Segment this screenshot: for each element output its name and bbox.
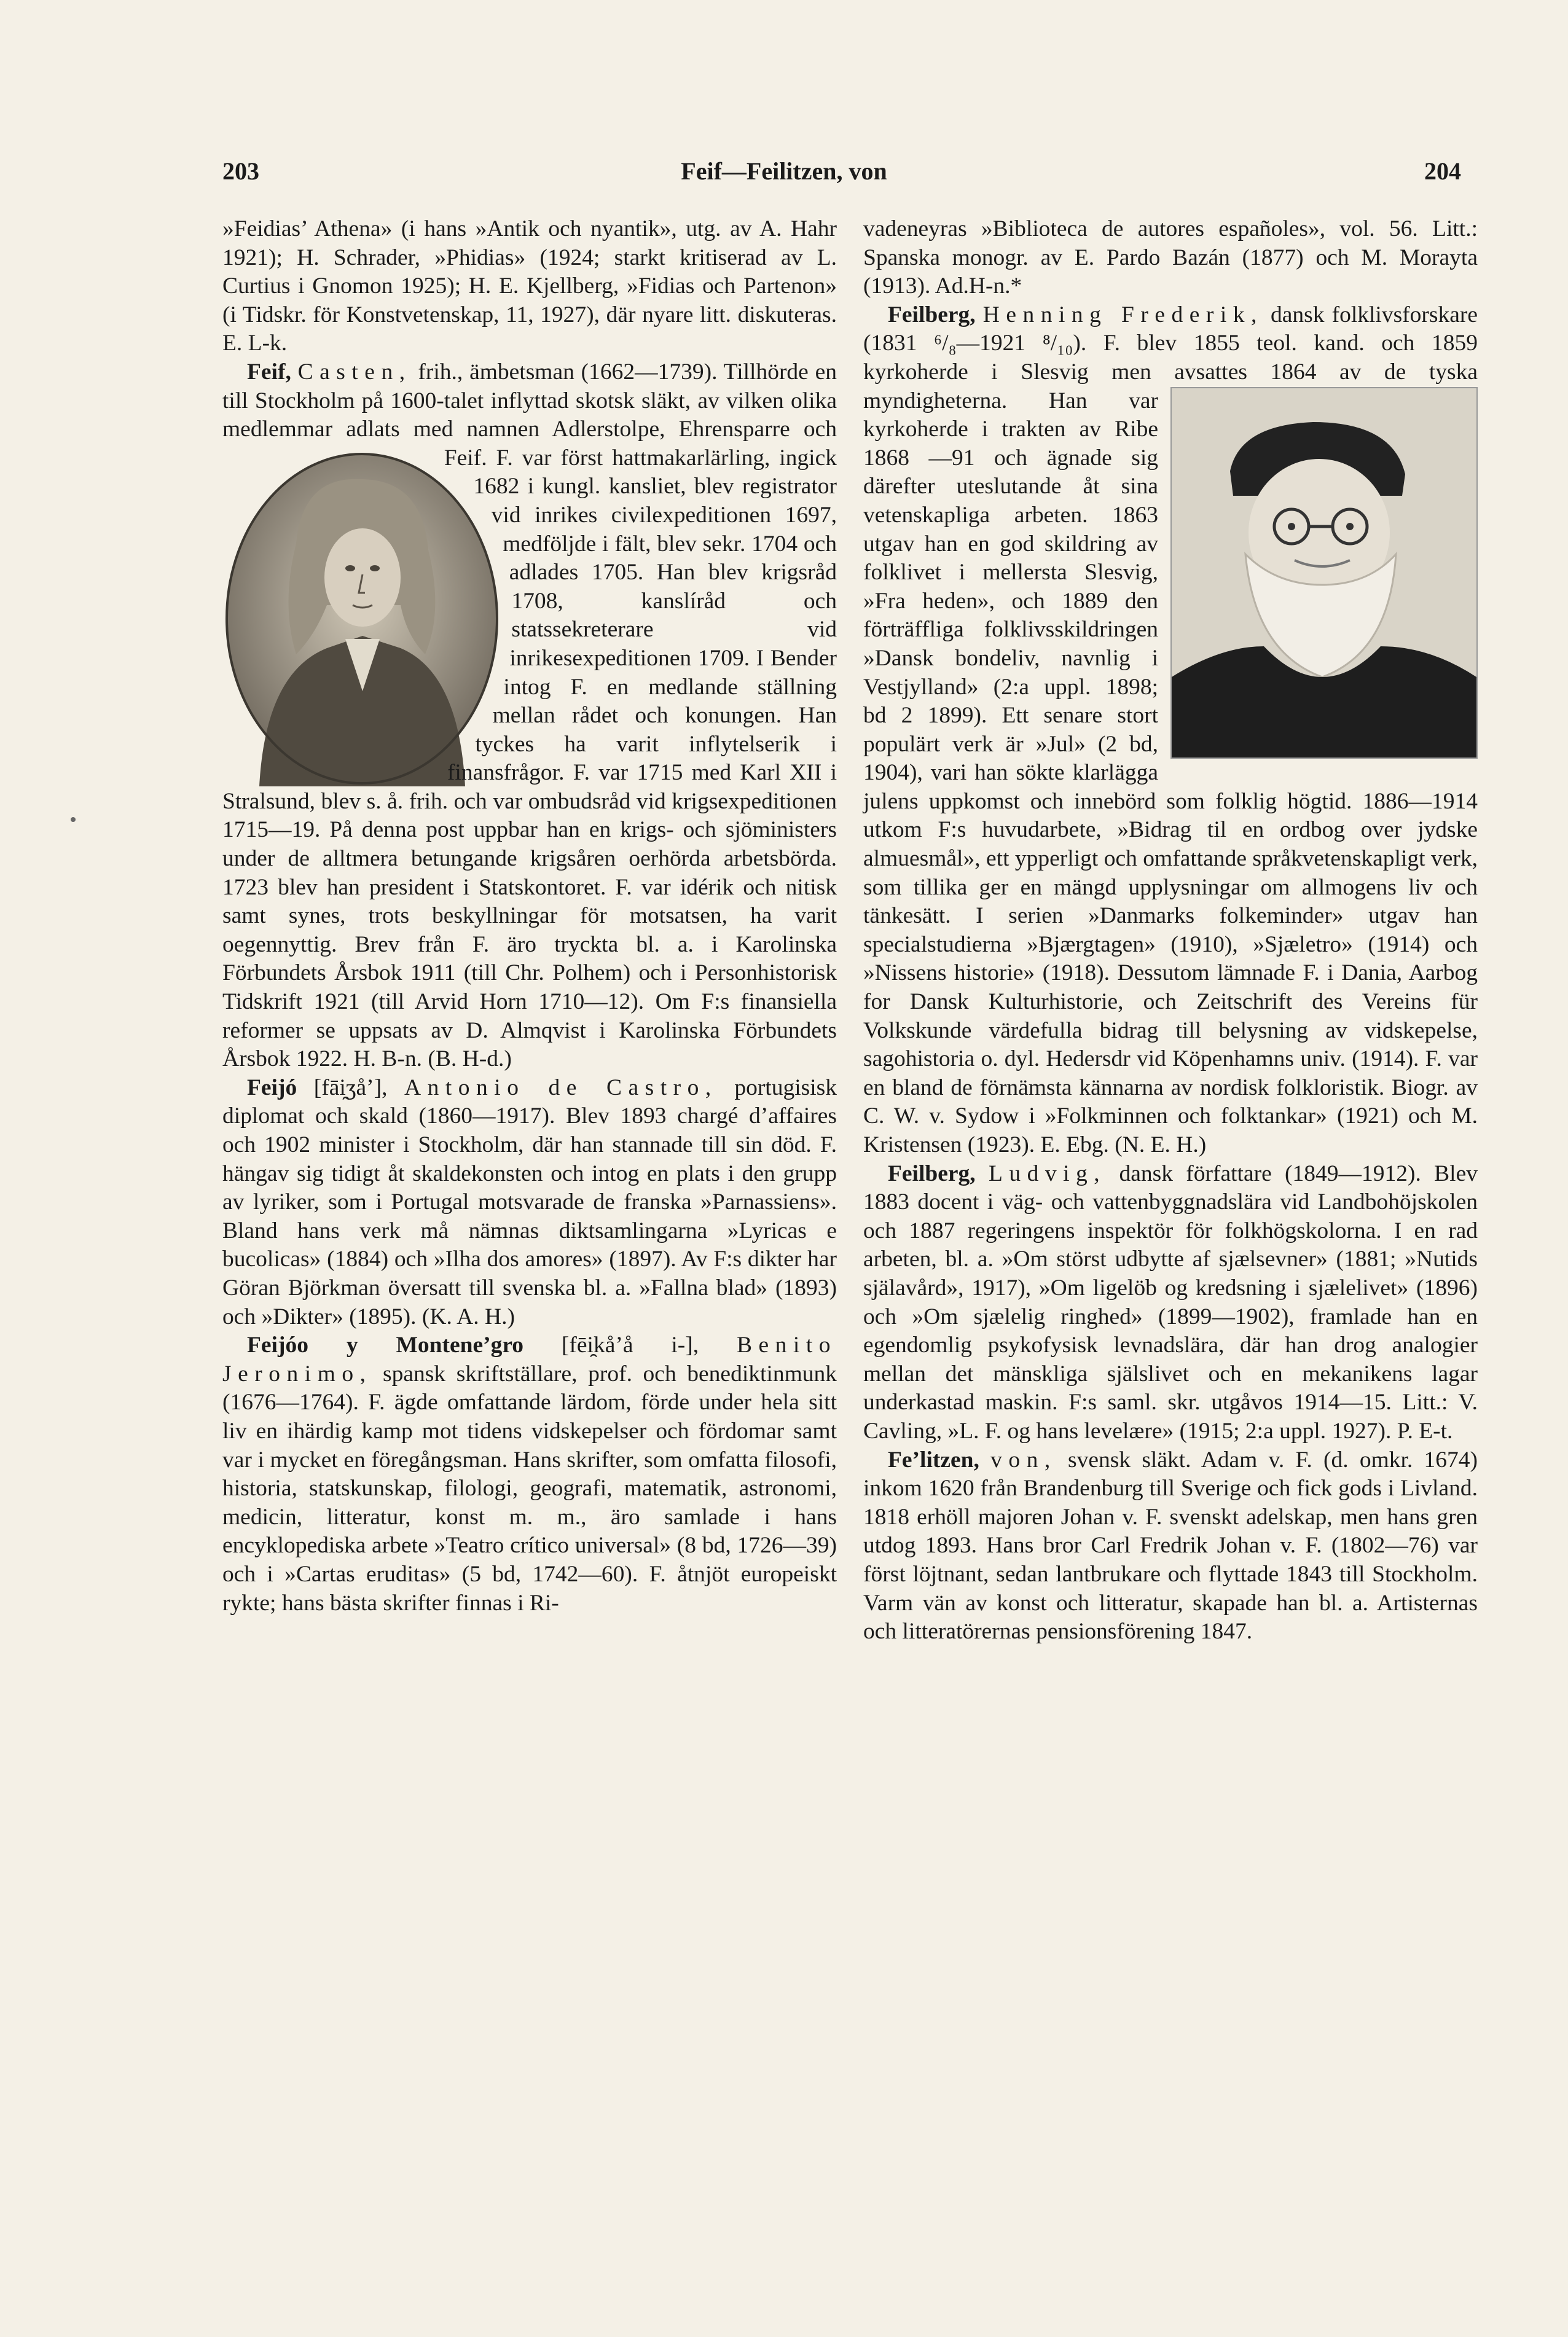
entry-pronunciation: [fēi̯kå’å i-], bbox=[561, 1333, 699, 1358]
entry-name: von, bbox=[990, 1447, 1057, 1473]
entry-pronunciation: [fāi̯ʒå’], bbox=[313, 1075, 388, 1100]
entry-text: portugisisk diplomat och skald (1860—1917). Blev 1893 chargé d’affaires och 1902 minister i Stockholm, där han stannade till sin död. F. hängav sig tidigt åt skaldekonsten och intog en plats i den grupp av lyriker, som i Portugal motsvarade de franska »Parnassiens». Bland hans verk må nämnas diktsamlingarna »Lyricas e bucolicas» (1884) och »Ilha dos amores» (1897). Av F:s dikter har Göran Björkman översatt till svenska bl. a. »Fallna blad» (1893) och »Dikter» (1895). (K. A. H.) bbox=[222, 1075, 837, 1329]
right-column bbox=[863, 215, 1478, 1646]
entry-text: »Feidias’ Athena» (i hans »Antik och nyantik», utg. av A. Hahr 1921); H. Schrader, »Phidias» (1924; starkt kritiserad av L. Curtius i Gnomon 1925); H. E. Kjellberg, »Fidias och Partenon» (i Tidskr. för Konstvetenskap, 11, 1927), där nyare litt. diskuteras. E. L-k. bbox=[222, 216, 837, 356]
entry-feilberg-henning bbox=[863, 301, 1478, 1160]
print-speck bbox=[71, 817, 76, 822]
entry-feilberg-ludvig bbox=[863, 1160, 1478, 1446]
page-number-right: 204 bbox=[1424, 157, 1461, 185]
entry-headword: Fe’litzen, bbox=[888, 1447, 979, 1473]
entry-headword: Feijóo y Montene’gro bbox=[247, 1333, 524, 1358]
entry-feidias-tail bbox=[222, 215, 837, 358]
entry-name: Henning Frederik, bbox=[982, 302, 1263, 327]
entry-text: spansk skriftställare, prof. och benediktinmunk (1676—1764). F. ägde omfattande lärdom, förde under hela sitt liv en ihärdig kamp mot tidens vidskepelser och fördomar samt var i mycket en föregångsman. Hans skrifter, som omfatta filosofi, historia, statskunskap, filologi, geografi, matematik, astronomi, medicin, litteratur, konst m. m., äro samlade i hans encyklopediska arbete »Teatro crítico universal» (8 bd, 1726—39) och i »Cartas eruditas» (5 bd, 1742—60). F. åtnjöt europeiskt rykte; hans bästa skrifter finnas i Ri- bbox=[222, 1361, 837, 1616]
entry-text: vadeneyras »Biblioteca de autores españoles», vol. 56. Litt.: Spanska monogr. av E. Pardo Bazán (1877) och M. Morayta (1913). Ad.H-n.* bbox=[863, 216, 1478, 299]
entry-text: svensk släkt. Adam v. F. (d. omkr. 1674) inkom 1620 från Brandenburg till Sverige och fick gods i Livland. 1818 erhöll majoren Johan v. F. svenskt adelskap, men hans gren utdog 1893. Hans bror Carl Fredrik Johan v. F. (1802—76) var först löjtnant, sedan lantbrukare och flyttade 1843 till Stockholm. Varm vän av konst och litteratur, skapade han bl. a. Artisternas och litteratörernas pensionsförening 1847. bbox=[863, 1447, 1478, 1645]
entry-headword: Feilberg, bbox=[888, 1161, 976, 1186]
entry-text: Ehrensparre och Feif. F. var först hattmakarlärling, ingick 1682 i kungl. kansliet, blev registrator vid inrikes civilexpeditionen 1697, medföljde i fält, blev sekr. 1704 och adlades 1705. Han blev krigsråd 1708, kanslíråd och statssekreterare vid inrikesexpeditionen 1709. I Bender intog F. en medlande ställning mellan rådet och konungen. Han tyckes ha varit inflytelserik i finansfrågor. F. var 1715 med Karl XII i Stralsund, blev s. å. frih. och var ombudsråd vid krigsexpeditionen 1715—19. På denna post uppbar han en krigs- och sjöministers under de alltmera betungande krigsåren oerhörda arbetsbörda. 1723 blev han president i Statskontoret. F. var idérik och nitisk samt synes, trots beskyllningar för motsatsen, ha varit oegennyttig. Brev från F. äro tryckta bl. a. i Karolinska Förbundets Årsbok 1911 (till Chr. Polhem) och i Personhistorisk Tidskrift 1921 (till Arvid Horn 1710—12). Om F:s finansiella reformer se uppsats av D. Almqvist i Karolinska Förbundets Årsbok 1922. H. B-n. (B. H-d.) bbox=[222, 417, 837, 1072]
entry-name: Casten, bbox=[297, 359, 412, 385]
portrait-feilberg bbox=[1170, 387, 1478, 759]
entry-name: Ludvig, bbox=[988, 1161, 1107, 1186]
entry-headword: Feijó bbox=[247, 1075, 297, 1100]
portrait-feif bbox=[222, 452, 502, 786]
entry-name: Antonio de Castro, bbox=[404, 1075, 718, 1100]
entry-feilitzen bbox=[863, 1446, 1478, 1646]
entry-headword: Feilberg, bbox=[888, 302, 976, 327]
entry-text: dansk folklivsforskare (1831 ⁶/₈—1921 ⁸/₁₀). F. blev 1855 teol. kand. och 1859 kyrkoherde i Slesvig men avsattes 1864 av de tyska myndigheterna. bbox=[863, 302, 1478, 413]
running-title: Feif—Feilitzen, von bbox=[681, 157, 887, 185]
entry-name: Benito Jeronimo, bbox=[222, 1333, 837, 1387]
page-number-left: 203 bbox=[222, 157, 259, 185]
entry-text: Han var kyrkoherde i trakten av Ribe 1868 —91 och ägnade sig därefter uteslutande åt sina vetenskapliga arbeten. 1863 utgav han en god skildring av folklivet i mellersta Slesvig, »Fra heden», och 1889 den förträffliga folklivsskildringen »Dansk bondeliv, navnlig i Vestjylland» (2:a uppl. 1898; bd 2 1899). Ett senare stort populärt verk är »Jul» (2 bd, 1904), vari han sökte klarlägga julens uppkomst och innebörd som folklig högtid. 1886—1914 utkom F:s huvudarbete, »Bidrag til en ordbog over jydske almuesmål», ett ypperligt och omfattande språkvetenskapligt verk, som tillika ger en mängd upplysningar om allmogens liv och tänkesätt. I serien »Danmarks folkeminder» utgav han specialstudierna »Bjærgtagen» (1910), »Sjæletro» (1914) och »Nissens historie» (1918). Dessutom lämnade F. i Dania, Aarbog for Dansk Kulturhistorie, och Zeitschrift des Vereins für Volkskunde värdefulla bidrag till belysning av vidskepelse, sagohistoria o. dyl. Hedersdr vid Köpenhamns univ. (1914). F. var en bland de förnämsta kännarna av nordisk folkloristik. Biogr. av C. W. v. Sydow i »Folkminnen och folktankar» (1921) och M. Kristensen (1923). E. Ebg. (N. E. H.) bbox=[863, 388, 1478, 1157]
entry-feif bbox=[222, 358, 837, 1074]
entry-feijo bbox=[222, 1074, 837, 1331]
entry-feijoo bbox=[222, 1331, 837, 1618]
entry-feijoo-tail bbox=[863, 215, 1478, 301]
entry-headword: Feif, bbox=[247, 359, 291, 385]
entry-text: dansk författare (1849—1912). Blev 1883 docent i väg- och vattenbyggnadslära vid Landbohöjskolen och 1887 regeringens inspektör för folkhögskolorna. I en rad arbeten, bl. a. »Om störst udbytte af sjælsevner» (1881; »Nutids själavård», 1917), »Om ligelöb og kredsning i sjælelivet» (1896) och »Om sjælelig ringhed» (1899—1902), framlade han en egendomlig psykofysisk levnadslära, där han drog analogier mellan det mänskliga själslivet och en mekanikens lagar underkastad maskin. F:s saml. skr. utgåvos 1914—15. Litt.: V. Cavling, »L. F. og hans levelære» (1915; 2:a uppl. 1927). P. E-t. bbox=[863, 1161, 1478, 1444]
entry-text: frih., ämbetsman (1662—1739). Tillhörde en till Stockholm på 1600-talet inflyttad skotsk släkt, av vilken olika medlemmar adlats med namnen Adlerstolpe, bbox=[222, 359, 837, 442]
left-column bbox=[222, 215, 837, 1618]
